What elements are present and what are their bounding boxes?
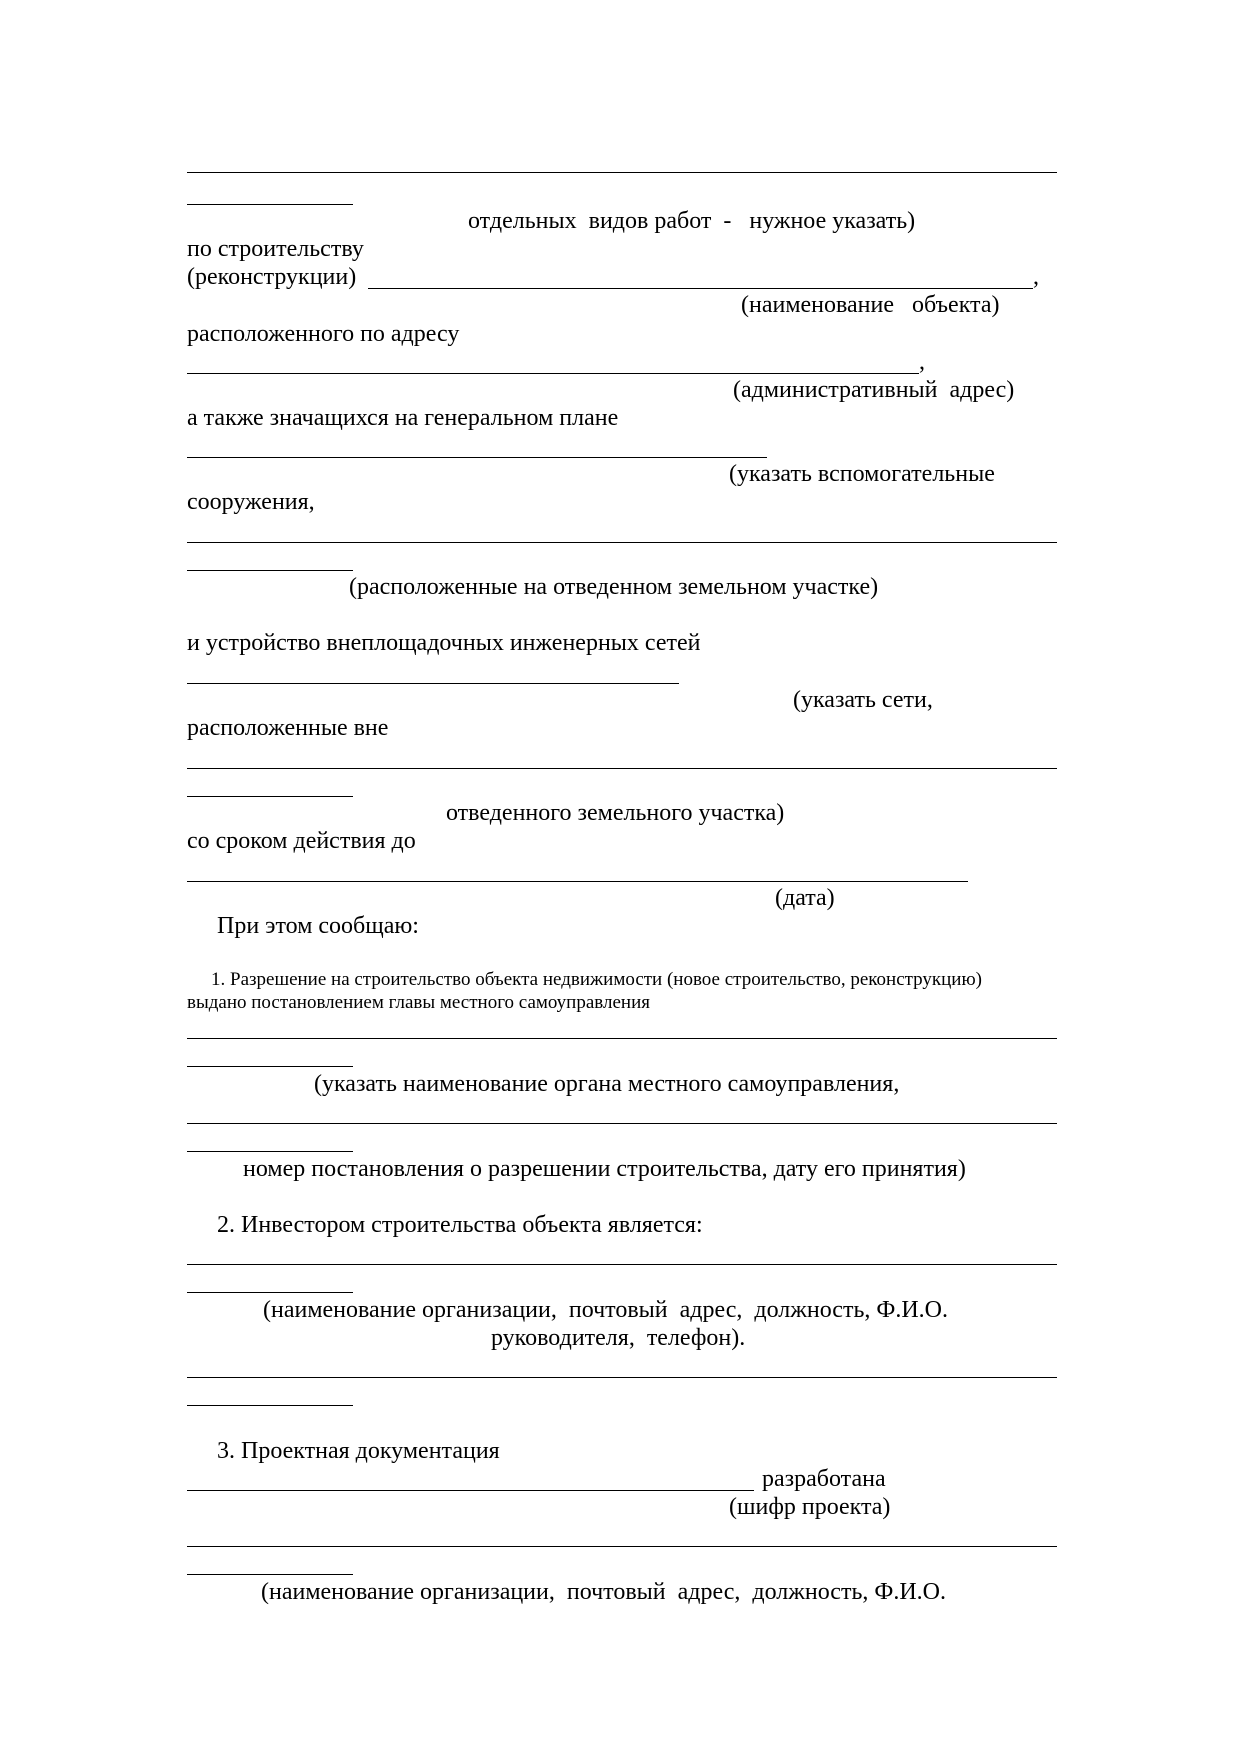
comma: ,	[1033, 264, 1039, 290]
hint-text: (дата)	[775, 885, 835, 911]
fill-line[interactable]	[187, 1490, 754, 1491]
hint-text: отдельных видов работ - нужное указать)	[468, 208, 916, 234]
fill-line[interactable]	[187, 683, 679, 684]
hint-text: (административный адрес)	[733, 377, 1015, 403]
label-text: 3. Проектная документация	[217, 1438, 500, 1464]
label-text: расположенного по адресу	[187, 321, 460, 347]
label-text: разработана	[762, 1466, 886, 1492]
fill-line[interactable]	[368, 288, 1033, 289]
hint-text: (расположенные на отведенном земельном участке)	[349, 574, 879, 600]
fill-line[interactable]	[187, 1405, 353, 1406]
label-text: а также значащихся на генеральном плане	[187, 405, 619, 431]
fill-line[interactable]	[187, 1292, 353, 1293]
label-text: (реконструкции)	[187, 264, 357, 290]
fill-line[interactable]	[187, 1574, 353, 1575]
hint-text: (указать вспомогательные	[729, 461, 995, 487]
fill-line[interactable]	[187, 570, 353, 571]
paragraph-text: выдано постановлением главы местного самоуправления	[187, 992, 650, 1013]
fill-line[interactable]	[187, 1377, 1057, 1378]
comma: ,	[919, 349, 925, 375]
hint-text: руководителя, телефон).	[491, 1325, 746, 1351]
fill-line[interactable]	[187, 1546, 1057, 1547]
fill-line[interactable]	[187, 457, 767, 458]
fill-line[interactable]	[187, 542, 1057, 543]
fill-line[interactable]	[187, 373, 919, 374]
label-text: по строительству	[187, 236, 364, 262]
hint-text: (указать наименование органа местного самоуправления,	[314, 1071, 900, 1097]
hint-text: номер постановления о разрешении строительства, дату его принятия)	[243, 1156, 966, 1182]
fill-line[interactable]	[187, 796, 353, 797]
fill-line[interactable]	[187, 768, 1057, 769]
hint-text: (шифр проекта)	[729, 1494, 891, 1520]
fill-line[interactable]	[187, 204, 353, 205]
fill-line[interactable]	[187, 172, 1057, 173]
fill-line[interactable]	[187, 1066, 353, 1067]
hint-text: отведенного земельного участка)	[446, 800, 785, 826]
hint-text: (наименование организации, почтовый адрес, должность, Ф.И.О.	[263, 1297, 949, 1323]
label-text: и устройство внеплощадочных инженерных сетей	[187, 630, 701, 656]
fill-line[interactable]	[187, 1151, 353, 1152]
fill-line[interactable]	[187, 1264, 1057, 1265]
fill-line[interactable]	[187, 1123, 1057, 1124]
label-text: со сроком действия до	[187, 828, 416, 854]
label-text: При этом сообщаю:	[217, 913, 419, 939]
hint-text: (указать сети,	[793, 687, 933, 713]
fill-line[interactable]	[187, 1038, 1057, 1039]
hint-text: (наименование организации, почтовый адрес, должность, Ф.И.О.	[261, 1579, 947, 1605]
label-text: расположенные вне	[187, 715, 389, 741]
paragraph-text: 1. Разрешение на строительство объекта недвижимости (новое строительство, реконструкцию)	[211, 969, 982, 990]
hint-text: (наименование объекта)	[741, 292, 1000, 318]
fill-line[interactable]	[187, 881, 968, 882]
label-text: 2. Инвестором строительства объекта является:	[217, 1212, 703, 1238]
label-text: сооружения,	[187, 489, 315, 515]
